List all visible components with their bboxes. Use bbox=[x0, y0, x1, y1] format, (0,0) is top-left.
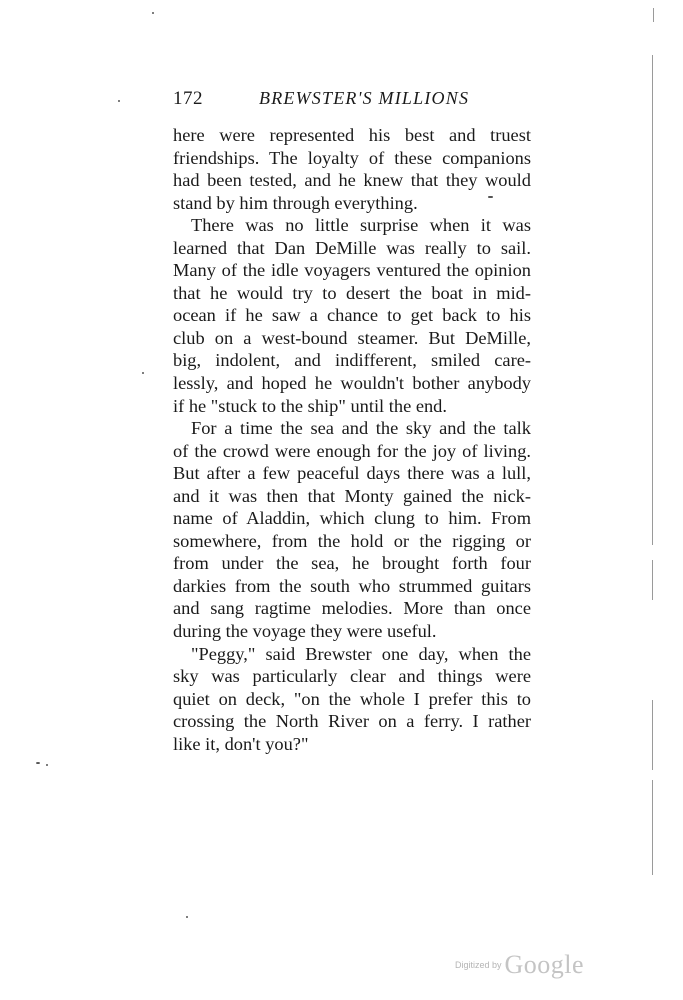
text-line: But after a few peaceful days there was a lull, bbox=[173, 463, 531, 484]
running-title: BREWSTER'S MILLIONS bbox=[259, 88, 470, 108]
text-line: There was no little surprise when it was bbox=[191, 215, 531, 236]
text-line: stand by him through everything. bbox=[173, 192, 418, 213]
page-edge-line bbox=[652, 55, 653, 545]
text-line: and it was then that Monty gained the nick- bbox=[173, 485, 531, 506]
text-line: if he "stuck to the ship" until the end. bbox=[173, 395, 447, 416]
text-line: here were represented his best and truest bbox=[173, 125, 531, 145]
text-line: lessly, and hoped he wouldn't bother anybody bbox=[173, 373, 531, 394]
scan-speck bbox=[186, 916, 188, 918]
watermark-caption: Digitized by bbox=[455, 960, 502, 970]
text-line: and sang ragtime melodies. More than once bbox=[173, 598, 531, 619]
text-line: Many of the idle voyagers ventured the opinion bbox=[173, 260, 531, 281]
page-header bbox=[173, 88, 531, 112]
google-logo: Google bbox=[504, 950, 585, 979]
text-line: big, indolent, and indifferent, smiled care- bbox=[173, 350, 531, 371]
text-line: learned that Dan DeMille was really to sail. bbox=[173, 237, 531, 258]
scan-speck bbox=[46, 764, 48, 766]
text-line: during the voyage they were useful. bbox=[173, 621, 437, 642]
scan-speck bbox=[36, 762, 40, 764]
scan-speck bbox=[152, 12, 154, 14]
scan-speck bbox=[142, 372, 144, 374]
text-line: "Peggy," said Brewster one day, when the bbox=[191, 643, 531, 664]
text-line: club on a west-bound steamer. But DeMille, bbox=[173, 327, 531, 348]
page-edge-line bbox=[653, 8, 654, 22]
page-edge-line bbox=[652, 560, 653, 600]
text-line: sky was particularly clear and things were bbox=[173, 666, 531, 687]
text-line: from under the sea, he brought forth four bbox=[173, 553, 531, 574]
text-line: crossing the North River on a ferry. I rather bbox=[173, 711, 531, 732]
digitized-by-google-watermark bbox=[455, 950, 584, 980]
text-line: had been tested, and he knew that they would bbox=[173, 170, 531, 191]
text-line: friendships. The loyalty of these companions bbox=[173, 147, 531, 168]
text-line: somewhere, from the hold or the rigging or bbox=[173, 530, 531, 551]
body-text bbox=[173, 124, 531, 755]
page-number: 172 bbox=[173, 88, 203, 109]
text-line: ocean if he saw a chance to get back to his bbox=[173, 305, 531, 326]
text-line: of the crowd were enough for the joy of living. bbox=[173, 440, 531, 461]
page-edge-line bbox=[652, 780, 653, 875]
text-line: that he would try to desert the boat in mid- bbox=[173, 282, 531, 303]
text-line: name of Aladdin, which clung to him. From bbox=[173, 508, 531, 529]
text-line: For a time the sea and the sky and the talk bbox=[191, 418, 531, 439]
page-edge-line bbox=[652, 700, 653, 770]
scan-speck bbox=[118, 100, 120, 102]
text-line: quiet on deck, "on the whole I prefer this to bbox=[173, 688, 531, 709]
scan-speck bbox=[488, 196, 493, 198]
text-line: like it, don't you?" bbox=[173, 733, 309, 754]
text-line: darkies from the south who strummed guitars bbox=[173, 575, 531, 596]
